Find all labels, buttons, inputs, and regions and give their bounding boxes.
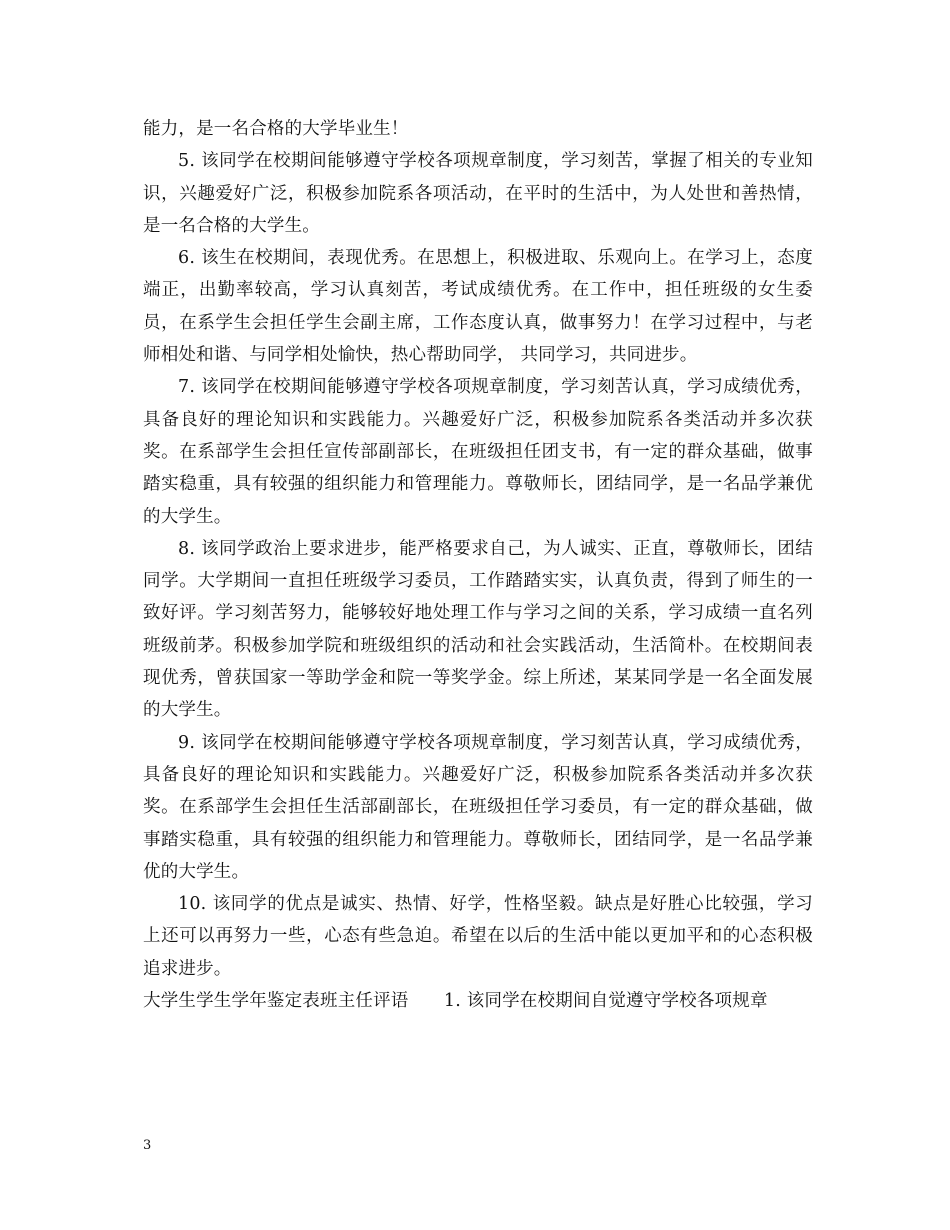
paragraph-item-9: 9. 该同学在校期间能够遵守学校各项规章制度，学习刻苦认真，学习成绩优秀，具备良好的理论知识和实践能力。兴趣爱好广泛，积极参加院系各类活动并多次获奖。在系部学生会担任生活部副部长，在班级担任学习委员，有一定的群众基础，做事踏实稳重，具有较强的组织能力和管理能力。尊敬师长，团结同学，是一名品学兼优的大学生。	[143, 732, 813, 882]
paragraph-item-5: 5. 该同学在校期间能够遵守学校各项规章制度，学习刻苦，掌握了相关的专业知识，兴趣爱好广泛，积极参加院系各项活动，在平时的生活中，为人处世和善热情，是一名合格的大学生。	[143, 151, 813, 236]
document-body	[143, 113, 813, 1017]
paragraph-item-8: 8. 该同学政治上要求进步，能严格要求自己，为人诚实、正直，尊敬师长，团结同学。大学期间一直担任班级学习委员，工作踏踏实实，认真负责，得到了师生的一致好评。学习刻苦努力，能够较好地处理工作与学习之间的关系，学习成绩一直名列班级前茅。积极参加学院和班级组织的活动和社会实践活动，生活简朴。在校期间表现优秀，曾获国家一等助学金和院一等奖学金。综上所述，某某同学是一名全面发展的大学生。	[143, 538, 813, 721]
page-number: 3	[143, 1138, 152, 1153]
paragraph-item-6: 6. 该生在校期间，表现优秀。在思想上，积极进取、乐观向上。在学习上，态度端正，出勤率较高，学习认真刻苦，考试成绩优秀。在工作中，担任班级的女生委员，在系学生会担任学生会副主席，工作态度认真，做事努力！在学习过程中，与老师相处和谐、与同学相处愉快，热心帮助同学， 共同学习，共同进步。	[143, 248, 813, 366]
paragraph-item-10: 10. 该同学的优点是诚实、热情、好学，性格坚毅。缺点是好胜心比较强，学习上还可以再努力一些，心态有些急迫。希望在以后的生活中能以更加平和的心态积极追求进步。	[143, 894, 813, 979]
paragraph-continuation: 能力，是一名合格的大学毕业生！	[143, 119, 409, 139]
paragraph-item-7: 7. 该同学在校期间能够遵守学校各项规章制度，学习刻苦认真，学习成绩优秀，具备良好的理论知识和实践能力。兴趣爱好广泛，积极参加院系各类活动并多次获奖。在系部学生会担任宣传部副部长，在班级担任团支书，有一定的群众基础，做事踏实稳重，具有较强的组织能力和管理能力。尊敬师长，团结同学，是一名品学兼优的大学生。	[143, 377, 813, 527]
paragraph-section-heading: 大学生学生学年鉴定表班主任评语 1. 该同学在校期间自觉遵守学校各项规章	[143, 991, 768, 1012]
